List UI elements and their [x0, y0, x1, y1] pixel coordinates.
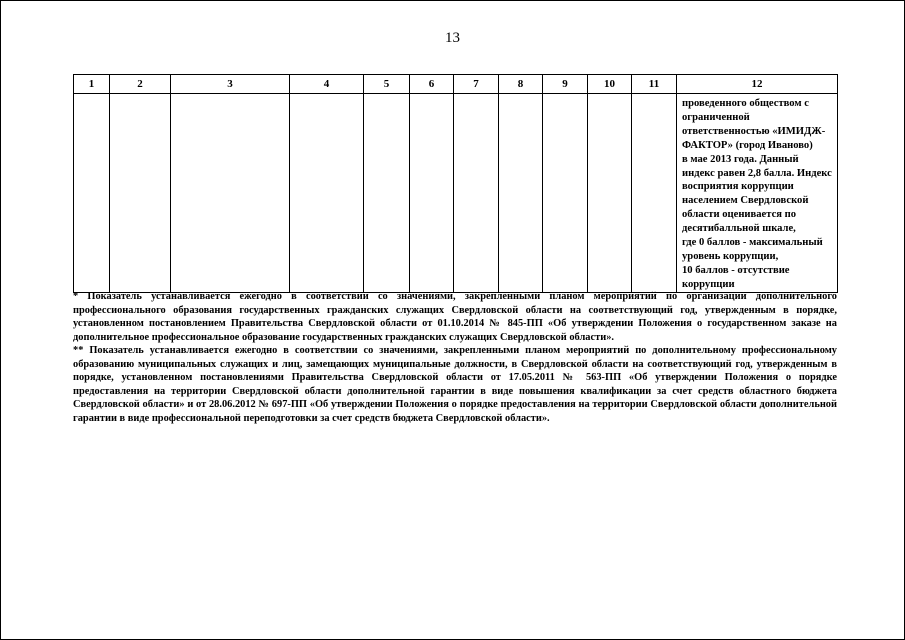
table-cell-10 [588, 94, 632, 293]
table-cell-7 [454, 94, 499, 293]
column-header-9: 9 [543, 75, 588, 94]
column-header-12: 12 [677, 75, 838, 94]
data-table [73, 74, 838, 293]
table-cell-5 [364, 94, 410, 293]
column-header-3: 3 [171, 75, 290, 94]
column-header-1: 1 [74, 75, 110, 94]
table-cell-4 [290, 94, 364, 293]
table-cell-9 [543, 94, 588, 293]
page-number: 13 [445, 30, 460, 46]
column-header-11: 11 [632, 75, 677, 94]
table-header-row [74, 75, 838, 94]
column-header-7: 7 [454, 75, 499, 94]
column-header-8: 8 [499, 75, 543, 94]
column-header-10: 10 [588, 75, 632, 94]
table-cell-6 [410, 94, 454, 293]
column-header-2: 2 [110, 75, 171, 94]
column-header-6: 6 [410, 75, 454, 94]
table-cell-11 [632, 94, 677, 293]
table-cell-12: проведенного обществом с ограниченной ответственностью «ИМИДЖ- ФАКТОР» (город Иваново) в мае 2013 года. Данный индекс равен 2,8 балла. Индекс восприятия коррупции населением Свердловской области оценивается по десятибалльной шкале, где 0 баллов - максимальный уровень коррупции, 10 баллов - отсутствие коррупции [677, 94, 838, 293]
column-header-5: 5 [364, 75, 410, 94]
table-cell-1 [74, 94, 110, 293]
footnotes [73, 290, 837, 425]
table-cell-3 [171, 94, 290, 293]
table-row [74, 94, 838, 293]
column-header-4: 4 [290, 75, 364, 94]
footnote-1: * Показатель устанавливается ежегодно в соответствии со значениями, закрепленными планом мероприятий по организации дополнительного профессионального образования государственных гражданских служащих Свердловской области на соответствующий год, утвержденным в порядке, установленном постановлением Правительства Свердловской области от 01.10.2014 № 845-ПП «Об утверждении Положения о государственном заказе на дополнительное профессиональное образование государственных гражданских служащих Свердловской области». [73, 291, 837, 343]
table-cell-8 [499, 94, 543, 293]
footnote-2: ** Показатель устанавливается ежегодно в соответствии со значениями, закрепленными планом мероприятий по дополнительному профессиональному образованию муниципальных служащих и лиц, замещающих муниципальные должности, в Свердловской области на соответствующий год, утвержденным в порядке, установленном постановлениями Правительства Свердловской области от 17.05.2011 № 563-ПП «Об утверждении Положения о порядке предоставления на территории Свердловской области дополнительной гарантии в виде повышения квалификации за счет средств областного бюджета Свердловской области» и от 28.06.2012 № 697-ПП «Об утверждении Положения о порядке предоставления на территории Свердловской области дополнительной гарантии в виде профессиональной переподготовки за счет средств бюджета Свердловской области». [73, 345, 837, 424]
table-cell-2 [110, 94, 171, 293]
